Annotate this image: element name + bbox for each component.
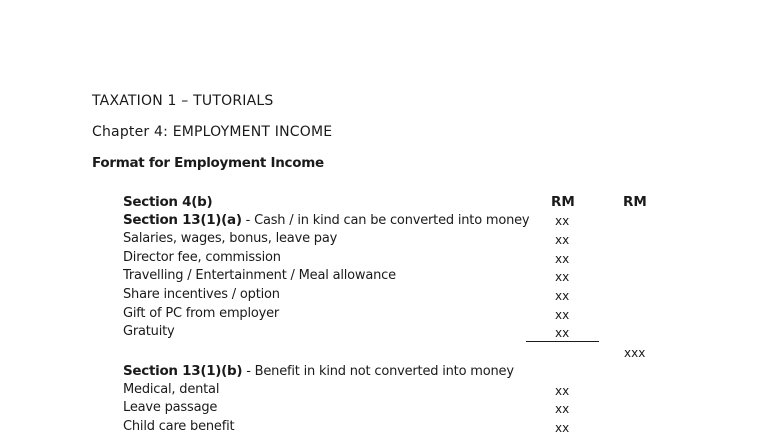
row-value: xx xyxy=(555,421,570,435)
row-label: Travelling / Entertainment / Meal allowance xyxy=(123,268,396,283)
chapter-heading: Chapter 4: EMPLOYMENT INCOME xyxy=(92,124,333,140)
section-a-value: xx xyxy=(555,214,570,228)
row-value: xx xyxy=(555,252,570,266)
row-label: Salaries, wages, bonus, leave pay xyxy=(123,231,338,246)
section-a-total: xxx xyxy=(624,346,646,360)
section-b-description: - Benefit in kind not converted into money xyxy=(242,364,514,379)
row-label: Gratuity xyxy=(123,324,175,339)
row-value: xx xyxy=(555,233,570,247)
col2-header: RM xyxy=(623,194,647,210)
section-a-description: - Cash / in kind can be converted into money xyxy=(241,213,530,228)
row-value: xx xyxy=(555,402,570,416)
page-title: TAXATION 1 – TUTORIALS xyxy=(92,93,274,109)
row-value: xx xyxy=(555,326,570,340)
row-value: xx xyxy=(555,270,570,284)
section-a-heading xyxy=(123,212,529,228)
subtotal-underline xyxy=(526,341,599,342)
section-b-title: Section 13(1)(b) xyxy=(123,363,243,379)
row-value: xx xyxy=(555,289,570,303)
section-a-title: Section 13(1)(a) xyxy=(123,212,242,228)
col1-header: RM xyxy=(551,194,575,210)
row-label: Medical, dental xyxy=(123,382,220,397)
row-value: xx xyxy=(555,308,570,322)
row-label: Child care benefit xyxy=(123,419,235,434)
section-b-heading xyxy=(123,363,514,379)
format-heading: Format for Employment Income xyxy=(92,155,324,171)
row-label: Director fee, commission xyxy=(123,250,281,265)
row-label: Leave passage xyxy=(123,400,218,415)
row-value: xx xyxy=(555,384,570,398)
section-header: Section 4(b) xyxy=(123,194,213,210)
row-label: Share incentives / option xyxy=(123,287,280,302)
row-label: Gift of PC from employer xyxy=(123,306,280,321)
